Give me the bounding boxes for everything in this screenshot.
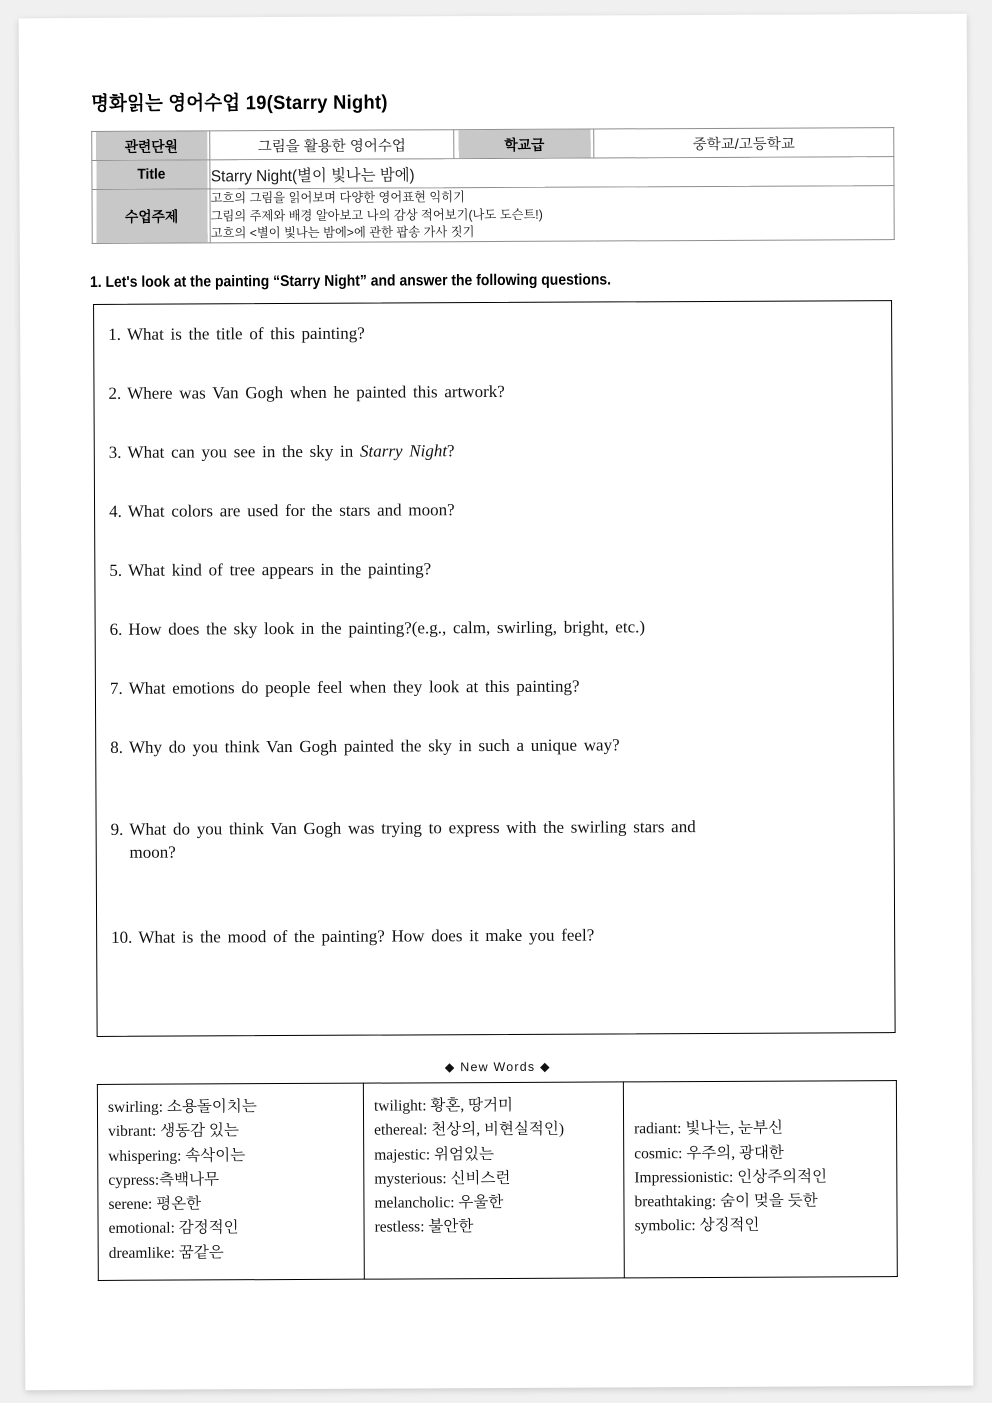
question-number: 5.: [109, 560, 123, 580]
question-item: [109, 555, 880, 582]
vocab-entry: cosmic: 우주의, 광대한: [634, 1144, 784, 1162]
table-row: [92, 157, 894, 190]
questions-list: [108, 319, 882, 985]
question-text-italic: Starry Night: [359, 441, 448, 461]
vocab-entry: symbolic: 상징적인: [634, 1217, 760, 1235]
section-heading: 1. Let's look at the painting “Starry Night” and answer the following questions.: [89, 271, 612, 291]
new-words-heading: ◆ New Words ◆: [444, 1059, 551, 1075]
question-text: Where was Van Gogh when he painted this artwork?: [127, 381, 505, 403]
question-line-2: moon?: [129, 842, 176, 862]
info-value-school-level: 중학교/고등학교: [594, 128, 894, 158]
question-item: [111, 922, 882, 949]
vocab-spacer: [634, 1092, 896, 1118]
question-text: [129, 814, 881, 864]
info-value-topic: [210, 186, 894, 243]
question-text: Why do you think Van Gogh painted the sky in such a unique way?: [128, 735, 620, 757]
vocab-entry: restless: 불안한: [374, 1218, 474, 1237]
question-number: 3.: [108, 442, 122, 462]
vocab-entry: serene: 평온한: [108, 1195, 202, 1214]
vocab-entry: vibrant: 생동감 있는: [108, 1122, 239, 1141]
info-label-school-level: 학교급: [457, 129, 590, 159]
question-number: 1.: [108, 324, 121, 344]
page-title: 명화읽는 영어수업 19(Starry Night): [91, 91, 388, 115]
question-line-1: What do you think Van Gogh was trying to express with the swirling stars and: [129, 817, 696, 839]
info-label-unit: 관련단원: [95, 131, 207, 161]
question-item: [110, 732, 881, 759]
question-number: 8.: [110, 737, 124, 757]
info-label-title: Title: [95, 160, 207, 190]
question-item: [108, 319, 879, 346]
question-number: 9.: [110, 819, 124, 839]
question-item: [110, 614, 881, 641]
question-text: What is the mood of the painting? How does it make you feel?: [138, 925, 595, 947]
vocab-entry: majestic: 위엄있는: [374, 1145, 494, 1164]
vocab-entry: Impressionistic: 인상주의적인: [634, 1168, 828, 1187]
question-text: What emotions do people feel when they look at this painting?: [128, 676, 580, 698]
table-row: [92, 186, 894, 243]
question-number: 2.: [108, 383, 122, 403]
info-value-title: Starry Night(별이 빛나는 밤에): [210, 157, 867, 189]
vocab-entry: dreamlike: 꿈같은: [108, 1244, 224, 1262]
question-text: What kind of tree appears in the painting?: [128, 559, 432, 580]
question-item: [109, 496, 880, 523]
vocab-entry: cypress:측백나무: [108, 1171, 220, 1189]
question-item: [110, 673, 881, 700]
question-text-after: ?: [446, 441, 455, 461]
vocab-column-2: [363, 1082, 624, 1279]
table-row: [97, 1081, 897, 1281]
vocab-entry: emotional: 감정적인: [108, 1219, 239, 1238]
new-words-table: [97, 1080, 898, 1281]
topic-line: 그림의 주제와 배경 알아보고 나의 감상 적어보기(나도 도슨트!): [210, 206, 543, 223]
vocab-entry: twilight: 황혼, 땅거미: [373, 1096, 514, 1115]
document-page: [19, 14, 974, 1391]
vocab-column-1: [97, 1083, 364, 1280]
vocab-entry: swirling: 소용돌이치는: [107, 1098, 257, 1116]
question-text: [127, 437, 879, 464]
table-row: [92, 128, 894, 161]
question-text-before: What can you see in the sky in: [127, 441, 361, 462]
vocab-entry: mysterious: 신비스런: [374, 1169, 511, 1188]
info-value-unit: 그림을 활용한 영어수업: [210, 130, 454, 160]
topic-line: 고흐의 <별이 빛나는 밤에>에 관한 팝송 가사 짓기: [210, 224, 475, 241]
vocab-entry: ethereal: 천상의, 비현실적인): [374, 1120, 565, 1139]
question-item: [111, 814, 882, 864]
question-item: [108, 378, 879, 405]
question-number: 7.: [109, 678, 123, 698]
page-content: [19, 14, 974, 1391]
vocab-entry: whispering: 속삭이는: [108, 1146, 246, 1165]
question-text: What colors are used for the stars and moon?: [127, 500, 455, 521]
topic-line: 고흐의 그림을 읽어보며 다양한 영어표현 익히기: [210, 189, 465, 206]
question-item: [109, 437, 880, 464]
vocab-column-3: [623, 1081, 897, 1278]
question-number: 10.: [111, 927, 133, 947]
vocab-entry: breathtaking: 숨이 멎을 듯한: [634, 1192, 818, 1211]
question-text: How does the sky look in the painting?(e.g., calm, swirling, bright, etc.): [128, 617, 646, 639]
vocab-entry: melancholic: 우울한: [374, 1194, 504, 1212]
info-label-topic: 수업주제: [95, 189, 207, 243]
vocab-entry: radiant: 빛나는, 눈부신: [634, 1119, 783, 1138]
lesson-info-table: [91, 127, 895, 243]
questions-box: [93, 300, 896, 1037]
question-text: What is the title of this painting?: [126, 323, 365, 344]
question-number: 4.: [109, 501, 122, 521]
question-number: 6.: [109, 619, 123, 639]
